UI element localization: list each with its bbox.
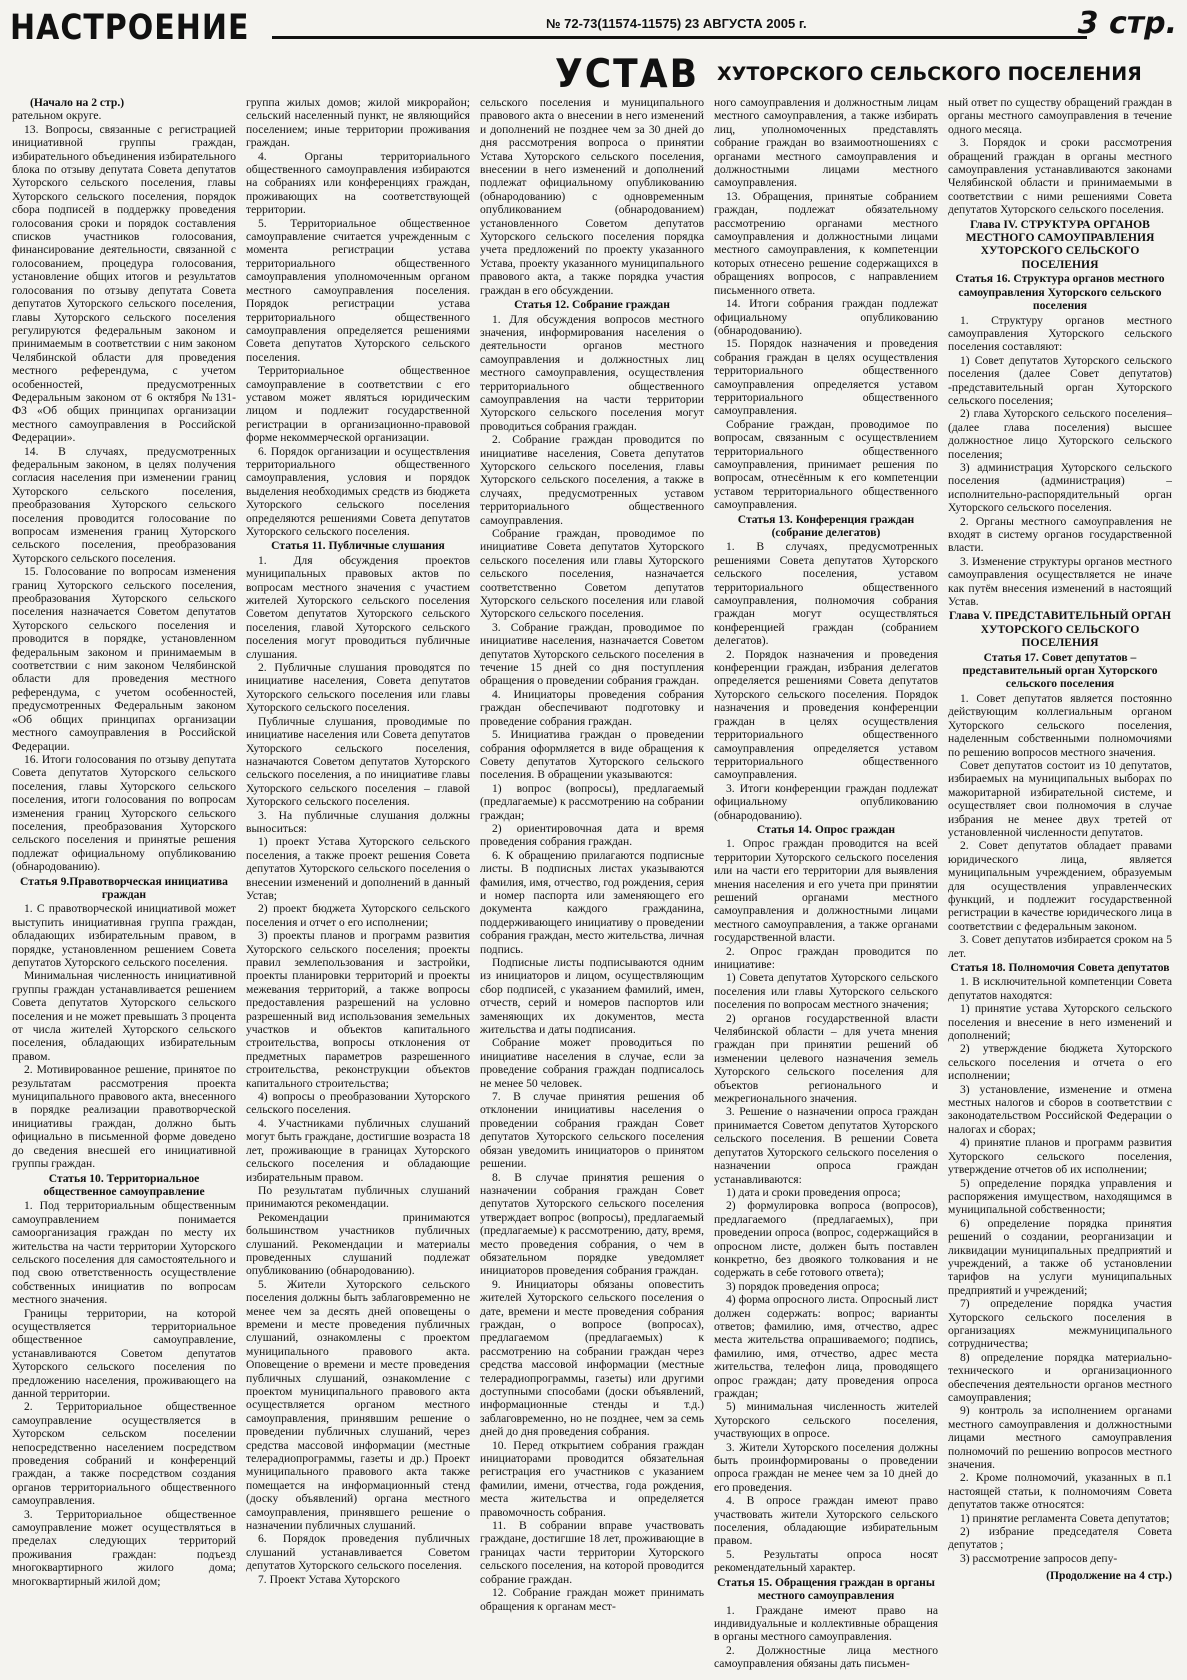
chapter-heading: Глава V. ПРЕДСТАВИТЕЛЬНЫЙ ОРГАН ХУТОРСКОГО СЕЛЬСКОГО ПОСЕЛЕНИЯ <box>949 609 1171 650</box>
paragraph: 1) принятие устава Хуторского сельского поселения и внесение в него изменений и дополнений; <box>948 1002 1172 1043</box>
paragraph: 15. Порядок назначения и проведения собрания граждан в целях осуществления территориального общественного самоуправления определяется уставом территориального общественного самоуправления. <box>714 337 938 418</box>
paragraph: 1. Совет депутатов является постоянно действующим коллегиальным органом Хуторского сельского поселения, наделенным собственными полномочиями по решению вопросов местного значения. <box>948 691 1172 759</box>
article-heading: Статья 11. Публичные слушания <box>271 539 445 553</box>
paragraph: 2) органов государственной власти Челябинской области – для учета мнения граждан при принятии решений об изменении целевого назначения земель Хуторского сельского поселения для объектов регионального и межрегионального значения. <box>714 1011 938 1106</box>
paragraph: 9) контроль за исполнением органами местного самоуправления и должностными лицами местного самоуправления полномочий по решению вопросов местного значения. <box>948 1404 1172 1472</box>
paragraph: Территориальное общественное самоуправление в соответствии с его уставом может являться юридическим лицом и подлежит государственной регистрации в организационно-правовой форме некоммерческой организации. <box>246 364 470 445</box>
paragraph: 1) проект Устава Хуторского сельского поселения, а также проект решения Совета депутатов Хуторского сельского поселения о внесении изменений и дополнений в данный Устав; <box>246 835 470 902</box>
article-heading: Статья 13. Конференция граждан (собрание делегатов) <box>737 512 915 539</box>
paragraph: Минимальная численность инициативной группы граждан устанавливается решением Совета депутатов Хуторского сельского поселения и не может превышать 3 процента от числа жителей Хуторского сельского поселения, обладающих избирательным правом. <box>12 969 236 1063</box>
paragraph: 4. Инициаторы проведения собрания граждан обеспечивают подготовку и проведение собрания граждан. <box>480 687 704 728</box>
headline-main: УСТАВ <box>555 51 700 98</box>
continued-from: (Начало на 2 стр.) <box>30 96 125 109</box>
paragraph: 6. Порядок организации и осуществления территориального общественного самоуправления, условия и порядок выделения необходимых средств из бюджета Хуторского сельского поселения определяются решениями Совета депутатов Хуторского сельского поселения. <box>246 444 470 538</box>
paragraph: 5) определение порядка управления и распоряжения имуществом, находящимся в муниципальной собственности; <box>948 1176 1172 1217</box>
chapter-heading: Глава IV. СТРУКТУРА ОРГАНОВ МЕСТНОГО САМОУПРАВЛЕНИЯ ХУТОРСКОГО СЕЛЬСКОГО ПОСЕЛЕНИЯ <box>965 217 1155 271</box>
page-number: 3 стр. <box>1077 6 1177 41</box>
paragraph: По результатам публичных слушаний принимаются рекомендации. <box>246 1183 470 1211</box>
paragraph: 2) избрание председателя Совета депутатов ; <box>948 1525 1172 1552</box>
masthead-rule <box>272 36 1087 39</box>
article-columns <box>12 96 1175 1670</box>
paragraph: 4) форма опросного листа. Опросный лист должен содержать: вопрос; варианты ответов; фамилию, имя, отчество, адрес места жительства опрашиваемого; подпись, фамилию, имя, отчество, адрес места жительства, телефон лица, проводящего опрос граждан; дату проведения опроса граждан; <box>714 1293 938 1400</box>
paragraph: 4) вопросы о преобразовании Хуторского сельского поселения. <box>246 1090 470 1117</box>
paragraph: 11. В собрании вправе участвовать граждане, достигшие 18 лет, проживающие в границах части территории Хуторского сельского поселения, на которой проводится собрание граждан. <box>480 1519 704 1586</box>
paragraph: группа жилых домов; жилой микрорайон; сельский населенный пункт, не являющийся поселением; иные территории проживания граждан. <box>246 96 470 150</box>
paragraph: 1) вопрос (вопросы), предлагаемый (предлагаемые) к рассмотрению на собрании граждан; <box>480 781 704 822</box>
paragraph: Рекомендации принимаются большинством участников публичных слушаний. Рекомендации и материалы проведенных слушаний подлежат опубликованию (обнародованию). <box>246 1210 470 1278</box>
article-heading: Статья 10. Территориальное общественное самоуправление <box>43 1171 205 1198</box>
column-4 <box>714 96 938 1670</box>
paragraph: 2) утверждение бюджета Хуторского сельского поселения и отчета о его исполнении; <box>948 1042 1172 1083</box>
paragraph: 2) формулировка вопроса (вопросов), предлагаемого (предлагаемых), при проведении опроса (вопрос, содержащийся в опросном листе, должен быть поставлен конкретно, без двоякого толкования и не содержать в себе готового ответа); <box>714 1199 938 1280</box>
paragraph: 2. Мотивированное решение, принятое по результатам рассмотрения проекта муниципального правового акта, внесенного в порядке реализации правотворческой инициативы граждан, должно быть официально в письменной форме доведено до сведения внесшей его инициативной группы граждан. <box>12 1063 236 1171</box>
paragraph: 2. Собрание граждан проводится по инициативе населения, Совета депутатов Хуторского сельского поселения, главы Хуторского сельского поселения, а также в случаях, предусмотренных уставом территориального общественного самоуправления. <box>480 433 704 527</box>
paragraph: 1) Совет депутатов Хуторского сельского поселения (далее Совет депутатов) -представительный орган Хуторского сельского поселения; <box>948 353 1172 407</box>
paragraph: Подписные листы подписываются одним из инициаторов и лицом, осуществляющим сбор подписей, с указанием фамилий, имен, отчеств, серий и номеров паспортов или заменяющих их документов, места жительства и даты подписания. <box>480 956 704 1037</box>
paragraph: 16. Итоги голосования по отзыву депутата Совета депутатов Хуторского сельского поселения, главы Хуторского сельского поселения, итоги голосования по вопросам изменения границ Хуторского сельского поселения, преобразования Хуторского сельского поселения и принятые решения подлежат официальному опубликованию (обнародованию). <box>12 752 236 874</box>
paragraph: 3. Итоги конференции граждан подлежат официальному опубликованию (обнародованию). <box>714 781 938 822</box>
article-heading: Статья 18. Полномочия Совета депутатов <box>950 961 1170 974</box>
column-1 <box>12 96 236 1670</box>
paragraph: 2) ориентировочная дата и время проведения собрания граждан. <box>480 821 704 849</box>
paragraph: 2. Совет депутатов обладает правами юридического лица, является муниципальным учреждением, образуемым для осуществления управленческих функций, и подлежит государственной регистрации в качестве юридического лица в соответствии с федеральным законом. <box>948 839 1172 933</box>
headline <box>555 51 1175 98</box>
headline-sub: ХУТОРСКОГО СЕЛЬСКОГО ПОСЕЛЕНИЯ <box>717 63 1142 85</box>
paragraph: 3. Решение о назначении опроса граждан принимается Советом депутатов Хуторского сельского поселения. В решении Совета депутатов Хуторского сельского поселения о назначении опроса граждан устанавливаются: <box>714 1105 938 1186</box>
column-5 <box>948 96 1172 1670</box>
paragraph: 5. Инициатива граждан о проведении собрания оформляется в виде обращения к Совету депутатов Хуторского сельского поселения. В обращении указываются: <box>480 728 704 782</box>
paragraph: 3. На публичные слушания должны выноситься: <box>246 808 470 835</box>
paragraph: 2. Кроме полномочий, указанных в п.1 настоящей статьи, к полномочиям Совета депутатов также относятся: <box>948 1471 1172 1512</box>
paragraph: 5) минимальная численность жителей Хуторского сельского поселения, участвующих в опросе. <box>714 1400 938 1441</box>
paragraph: 7) определение порядка участия Хуторского сельского поселения в организациях межмуниципального сотрудничества; <box>948 1297 1172 1351</box>
paragraph: Публичные слушания, проводимые по инициативе населения или Совета депутатов Хуторского сельского поселения, назначаются Советом депутатов Хуторского сельского поселения, а по инициативе главы Хуторского сельского поселения – главой Хуторского сельского поселения. <box>246 714 470 809</box>
paragraph: 8. В случае принятия решения о назначении собрания граждан Совет депутатов Хуторского сельского поселения утверждает вопрос (вопросы), предлагаемый (предлагаемые) к рассмотрению, дату, время, место проведения собрания, о чем в обязательном порядке уведомляет инициаторов проведения собрания граждан. <box>480 1170 704 1278</box>
column-2 <box>246 96 470 1670</box>
paragraph: 14. Итоги собрания граждан подлежат официальному опубликованию (обнародованию). <box>714 297 938 337</box>
paragraph: 5. Жители Хуторского сельского поселения должны быть заблаговременно не менее чем за десять дней оповещены о времени и месте проведения публичных слушаний, ознакомлены с проектом муниципального правового акта. Оповещение о времени и месте проведения публичных слушаний, ознакомление с проектом муниципального правового акта осуществляется органом местного самоуправления, принявшим решение о проведении публичных слушаний, через средства массовой информации (местные телерадиопрограммы, газеты и др.) Проект муниципального правового акта также помещается на информационный стенд (доску объявлений) органа местного самоуправления, принявшего решение о назначении публичных слушаний. <box>246 1277 470 1533</box>
paragraph: 3) проекты планов и программ развития Хуторского сельского поселения; проекты правил землепользования и застройки, проекты планировки территорий и проекты межевания территорий, а также вопросы предоставления разрешений на условно разрешенный вид использования земельных участков и объектов капитального строительства, вопросы отклонения от предметных параметров разрешенного строительства, реконструкции объектов капитального строительства; <box>246 929 470 1090</box>
article-heading: Статья 15. Обращения граждан в органы местного самоуправления <box>717 1575 935 1603</box>
paragraph: 1. Опрос граждан проводится на всей территории Хуторского сельского поселения или на части его территории для выявления мнения населения и его учета при принятии решений органами местного самоуправления и должностными лицами местного самоуправления, а также органами государственной власти. <box>714 837 938 945</box>
paragraph: 3) установление, изменение и отмена местных налогов и сборов в соответствии с законодательством Российской Федерации о налогах и сборах; <box>948 1082 1172 1136</box>
paragraph: ный ответ по существу обращений граждан в органы местного самоуправления в течение одного месяца. <box>948 96 1172 136</box>
paragraph: 1. Под территориальным общественным самоуправлением понимается самоорганизация граждан по месту их жительства на части территории Хуторского сельского поселения для самостоятельного и под свою ответственность осуществление собственных инициатив по вопросам местного значения. <box>12 1199 236 1307</box>
paragraph: 9. Инициаторы обязаны оповестить жителей Хуторского сельского поселения о дате, времени и месте проведения собрания граждан, о вопросе (вопросах), предлагаемом (предлагаемых) к рассмотрению на собрании граждан через средства массовой информации (местные телерадиопрограммы, газеты) или другими доступными способами (доски объявлений, информационные стенды и т.д.) заблаговременно, но не позднее, чем за семь дней до дня проведения собрания. <box>480 1277 704 1439</box>
paragraph: 4. В опросе граждан имеют право участвовать жители Хуторского сельского поселения, обладающие избирательным правом. <box>714 1494 938 1548</box>
paragraph: 3. Территориальное общественное самоуправление может осуществляться в пределах следующих территорий проживания граждан: подъезд многоквартирного жилого дома; многоквартирный жилой дом; <box>12 1507 236 1588</box>
paragraph: 13. Обращения, принятые собранием граждан, подлежат обязательному рассмотрению органами местного самоуправления и должностными лицами местного самоуправления, к компетенции которых отнесено решение содержащихся в обращениях вопросов, с направлением письменного ответа. <box>714 189 938 297</box>
paragraph: 3) порядок проведения опроса; <box>726 1279 880 1293</box>
paragraph: 2. Публичные слушания проводятся по инициативе населения, Совета депутатов Хуторского сельского поселения или главы Хуторского сельского поселения. <box>246 661 470 715</box>
paragraph: 1. Структуру органов местного самоуправления Хуторского сельского поселения составляют: <box>948 313 1172 354</box>
article-heading: Статья 17. Совет депутатов – представительный орган Хуторского сельского поселения <box>962 650 1158 691</box>
paragraph: Совет депутатов состоит из 10 депутатов, избираемых на муниципальных выборах по мажоритарной избирательной системе, и осуществляет свои полномочия в случае избрания не менее двух третей от установленной численности депутатов. <box>948 758 1172 839</box>
article-heading: Статья 16. Структура органов местного самоуправления Хуторского сельского поселения <box>955 272 1165 313</box>
paragraph: 15. Голосование по вопросам изменения границ Хуторского сельского поселения, преобразования Хуторского сельского поселения назначается Советом депутатов Хуторского сельского поселения и проводится в порядке, установленном федеральным законом и принимаемым в соответствии с ним законом Челябинской области для проведения местного референдума, с учетом особенностей, предусмотренных Федеральным законом «Об общих принципах организации местного самоуправления в Российской Федерации. <box>12 565 236 753</box>
paragraph: 1. Для обсуждения проектов муниципальных правовых актов по вопросам местного значения с участием жителей Хуторского сельского поселения Советом депутатов Хуторского сельского поселения, главой Хуторского сельского поселения могут проводиться публичные слушания. <box>246 553 470 661</box>
paragraph: 6) определение порядка принятия решений о создании, реорганизации и ликвидации муниципальных предприятий и учреждений, а также об установлении тарифов на услуги муниципальных предприятий и учреждений; <box>948 1216 1172 1297</box>
paragraph: 3) администрация Хуторского сельского поселения (администрация) – исполнительно-распорядительный орган Хуторского сельского поселения. <box>948 460 1172 515</box>
paragraph: 4. Участниками публичных слушаний могут быть граждане, достигшие возраста 18 лет, проживающие в границах Хуторского сельского поселения и обладающие избирательным правом. <box>246 1116 470 1184</box>
paragraph: 2) глава Хуторского сельского поселения–(далее глава поселения) высшее должностное лицо Хуторского сельского поселения; <box>948 407 1172 461</box>
paragraph: 2. Порядок назначения и проведения конференции граждан, избрания делегатов определяется решениями Совета депутатов Хуторского сельского поселения. Порядок назначения и проведения конференции граждан в целях осуществления территориального общественного самоуправления определяется уставом территориального общественного самоуправления. <box>714 647 938 782</box>
paragraph: 7. В случае принятия решения об отклонении инициативы населения о проведении собрания граждан Совет депутатов Хуторского сельского поселения обязан уведомить инициаторов о принятом решении. <box>480 1090 704 1171</box>
paragraph: сельского поселения и муниципального правового акта о внесении в него изменений и дополнений не позднее чем за 30 дней до дня рассмотрения вопроса о принятии Устава Хуторского сельского поселения, внесении в него изменений и дополнений подлежат официальному опубликованию (обнародованию) с одновременным опубликованием (обнародованием) установленного Советом депутатов Хуторского сельского поселения порядка учета предложений по проекту указанного Устава, проекту указанного муниципального правового акта, а также порядка участия граждан в его обсуждении. <box>480 96 704 297</box>
article-heading: Статья 9.Правотворческая инициатива граждан <box>20 874 228 901</box>
column-3 <box>480 96 704 1670</box>
paragraph: рательном округе. <box>12 109 102 123</box>
issue-info: № 72-73(11574-11575) 23 АВГУСТА 2005 г. <box>540 16 813 31</box>
article-heading: Статья 14. Опрос граждан <box>756 822 896 836</box>
paragraph: 6. К обращению прилагаются подписные листы. В подписных листах указываются фамилия, имя, отчество, год рождения, серия и номер паспорта или заменяющего его документа каждого гражданина, поддерживающего инициативу о проведении собрания граждан, место жительства, личная подпись. <box>480 848 704 956</box>
paragraph: 1) принятие регламента Совета депутатов; <box>960 1511 1170 1525</box>
article-heading: Статья 12. Собрание граждан <box>514 298 670 312</box>
paragraph: 1. Граждане имеют право на индивидуальные и коллективные обращения в органы местного самоуправления. <box>714 1603 938 1644</box>
section-name: НАСТРОЕНИЕ <box>10 8 250 49</box>
paragraph: 5. Результаты опроса носят рекомендательный характер. <box>714 1547 938 1575</box>
paragraph: 3) рассмотрение запросов депу- <box>960 1551 1118 1565</box>
paragraph: 1) Совета депутатов Хуторского сельского поселения или главы Хуторского сельского поселения по вопросам местного значения; <box>714 971 938 1012</box>
paragraph: 1. С правотворческой инициативой может выступить инициативная группа граждан, обладающих избирательным правом, в порядке, установленном решением Совета депутатов Хуторского сельского поселения. <box>12 902 236 969</box>
paragraph: 2. Опрос граждан проводится по инициативе: <box>714 944 938 971</box>
paragraph: 5. Территориальное общественное самоуправление считается учрежденным с момента регистрации устава территориального общественного самоуправления уполномоченным органом местного самоуправления поселения. Порядок регистрации устава территориального общественного самоуправления определяется решениями Совета депутатов Хуторского сельского поселения. <box>246 216 470 364</box>
paragraph: 13. Вопросы, связанные с регистрацией инициативной группы граждан, избирательного объединения избирательного блока по отзыву депутата Совета депутатов Хуторского сельского поселения, главы Хуторского сельского поселения, порядок сбора подписей в поддержку проведения голосования сроки и порядок составления списков участников голосования, финансирование деятельности, связанной с голосованием, процедура голосования, установление общих итогов и результатов голосования по отзыву депутата Совета депутатов Хуторского сельского поселения, главы Хуторского сельского поселения регулируются федеральным законом и принимаемым в соответствии с ним законом Челябинской области для проведения местного референдума, с учетом особенностей, предусмотренных Федеральным законом от 6 октября №131-ФЗ «Об общих принципах организации местного самоуправления в Российской Федерации». <box>12 122 236 445</box>
paragraph: 4. Органы территориального общественного самоуправления избираются на собраниях или конференциях граждан, проживающих на соответствующей территории. <box>246 149 470 217</box>
paragraph: 10. Перед открытием собрания граждан инициаторами проводится обязательная регистрация его участников с указанием фамилии, имени, отчества, года рождения, места жительства и определяется правомочность собрания. <box>480 1438 704 1519</box>
paragraph: 3. Порядок и сроки рассмотрения обращений граждан в органы местного самоуправления устанавливаются законами Челябинской области и принимаемыми в соответствии с ними решениями Совета депутатов Хуторского сельского поселения. <box>948 136 1172 217</box>
paragraph: 2. Должностные лица местного самоуправления обязаны дать письмен- <box>714 1643 938 1670</box>
paragraph: 3. Совет депутатов избирается сроком на 5 лет. <box>948 933 1172 960</box>
paragraph: 3. Жители Хуторского поселения должны быть проинформированы о проведении опроса граждан не менее чем за 10 дней до его проведения. <box>714 1440 938 1494</box>
paragraph: Собрание граждан, проводимое по инициативе Совета депутатов Хуторского сельского поселения или главы Хуторского сельского поселения, назначается соответственно Советом депутатов Хуторского сельского поселения или главой Хуторского сельского поселения. <box>480 527 704 621</box>
paragraph: 7. Проект Устава Хуторского <box>258 1572 400 1586</box>
paragraph: 4) принятие планов и программ развития Хуторского сельского поселения, утверждение отчетов об их исполнении; <box>948 1136 1172 1177</box>
continued-on: (Продолжение на 4 стр.) <box>1046 1569 1172 1583</box>
paragraph: 2. Органы местного самоуправления не входят в систему органов государственной власти. <box>948 514 1172 555</box>
paragraph: 2. Территориальное общественное самоуправление осуществляется в Хуторском сельском поселении непосредственно населением посредством проведения собраний и конференций граждан, а также посредством создания органов территориального общественного самоуправления. <box>12 1400 236 1508</box>
paragraph: 6. Порядок проведения публичных слушаний устанавливается Советом депутатов Хуторского сельского поселения. <box>246 1532 470 1573</box>
masthead <box>10 6 1177 52</box>
paragraph: 8) определение порядка материально-технического и организационного обеспечения деятельности органов местного самоуправления; <box>948 1350 1172 1404</box>
paragraph: 2) проект бюджета Хуторского сельского поселения и отчет о его исполнении; <box>246 902 470 929</box>
paragraph: Границы территории, на которой осуществляется территориальное общественное самоуправление, устанавливаются Советом депутатов Хуторского сельского поселения по предложению населения, проживающего на данной территории. <box>12 1306 236 1400</box>
paragraph: ного самоуправления и должностным лицам местного самоуправления, а также избирать лиц, уполномоченных представлять собрание граждан во взаимоотношениях с органами местного самоуправления и должностными лицами местного самоуправления. <box>714 96 938 190</box>
paragraph: 1. В случаях, предусмотренных решениями Совета депутатов Хуторского сельского поселения, уставом территориального общественного самоуправления, полномочия собрания граждан могут осуществляться конференцией граждан (собранием делегатов). <box>714 540 938 648</box>
paragraph: 14. В случаях, предусмотренных федеральным законом, в целях получения согласия населения при изменении границ Хуторского сельского поселения, преобразования Хуторского сельского поселения проводится голосование по вопросам изменения границ Хуторского сельского поселения, преобразования Хуторского сельского поселения. <box>12 444 236 565</box>
paragraph: 12. Собрание граждан может принимать обращения к органам мест- <box>480 1586 704 1613</box>
paragraph: 1. Для обсуждения вопросов местного значения, информирования населения о деятельности органов местного самоуправления и должностных лиц местного самоуправления, осуществления территориального общественного самоуправления на части территории Хуторского сельского поселения могут проводиться собрания граждан. <box>480 312 704 433</box>
paragraph: 3. Собрание граждан, проводимое по инициативе населения, назначается Советом депутатов Хуторского сельского поселения в течение 15 дней со дня поступления обращения о проведении собрания граждан. <box>480 620 704 688</box>
paragraph: 3. Изменение структуры органов местного самоуправления осуществляется не иначе как путём внесения изменений в настоящий Устав. <box>948 554 1172 609</box>
paragraph: Собрание граждан, проводимое по вопросам, связанным с осуществлением территориального общественного самоуправления, принимает решения по вопросам, отнесённым к его компетенции уставом территориального общественного самоуправления. <box>714 417 938 512</box>
paragraph: 1. В исключительной компетенции Совета депутатов находятся: <box>948 975 1172 1002</box>
paragraph: Собрание может проводиться по инициативе населения в случае, если за проведение собрания граждан подписалось не менее 50 человек. <box>480 1036 704 1090</box>
paragraph: 1) дата и сроки проведения опроса; <box>726 1185 901 1199</box>
